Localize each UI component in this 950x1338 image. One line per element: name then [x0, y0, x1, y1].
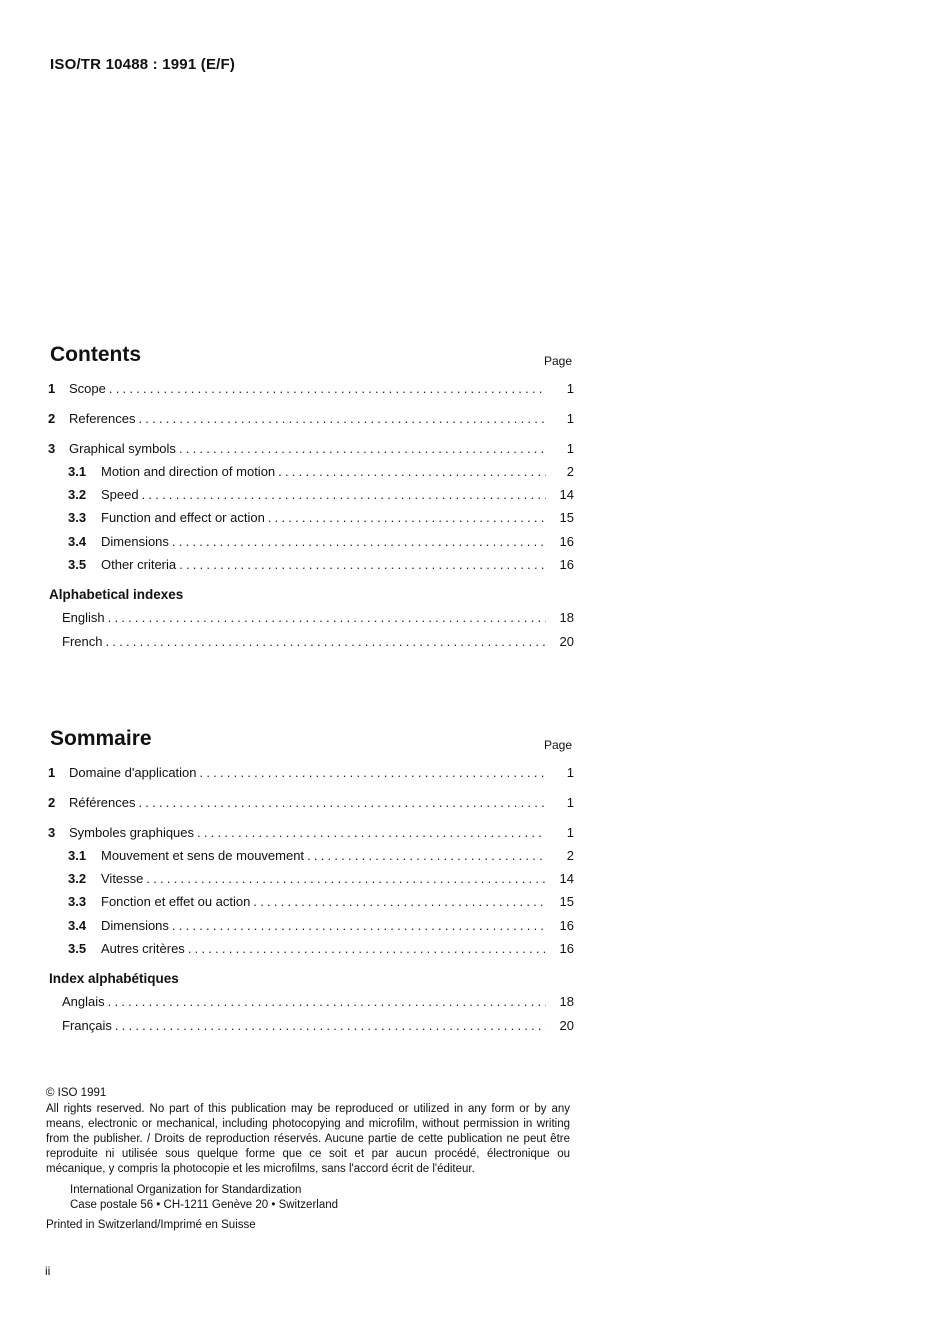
- toc-label: Dimensions: [101, 533, 169, 549]
- dot-leader: [142, 483, 546, 506]
- sommaire-title: Sommaire: [50, 727, 152, 750]
- toc-page: 16: [559, 941, 574, 957]
- toc-subentry[interactable]: [48, 867, 574, 890]
- dot-leader: [172, 530, 546, 553]
- toc-label: Vitesse: [101, 871, 144, 887]
- dot-leader: [172, 914, 546, 937]
- contents-title: Contents: [50, 343, 141, 366]
- toc-number: 2: [48, 410, 56, 426]
- toc-number: 3.5: [68, 557, 87, 573]
- contents-page-label: Page: [543, 354, 572, 368]
- toc-subentry[interactable]: [48, 553, 574, 576]
- toc-entry[interactable]: [48, 821, 574, 844]
- toc-page: 1: [566, 410, 574, 426]
- copyright-notice: All rights reserved. No part of this publication may be reproduced or utilized in any form or by any means, electronic or mechanical, including photocopying and microfilm, without permission in writing from the publisher. / Droits de reproduction réservés. Aucune partie de cette publication ne peut être reproduite ni utilisée sous quelque forme que ce soit et par aucun procédé, électronique ou mécanique, y compris la photocopie et les microfilms, sans l'accord écrit de l'éditeur.: [46, 1103, 570, 1175]
- toc-page: 1: [566, 440, 574, 456]
- toc-label: Références: [69, 794, 136, 810]
- toc-label: Graphical symbols: [69, 440, 176, 456]
- dot-leader: [278, 460, 546, 483]
- toc-page: 14: [559, 871, 574, 887]
- toc-number: 3.4: [68, 917, 87, 933]
- toc-number: 3.3: [68, 510, 87, 526]
- dot-leader: [268, 506, 546, 529]
- dot-leader: [197, 821, 546, 844]
- copyright-block: [46, 1086, 570, 1233]
- toc-number: 3.1: [68, 847, 87, 863]
- toc-number: 3: [48, 440, 56, 456]
- index-label: English: [62, 610, 105, 626]
- index-page: 18: [559, 610, 574, 626]
- toc-label: Mouvement et sens de mouvement: [101, 847, 305, 863]
- index-entry[interactable]: [48, 630, 574, 653]
- toc-number: 3.3: [68, 894, 87, 910]
- copyright-line: © ISO 1991: [46, 1087, 107, 1099]
- toc-label: References: [69, 410, 136, 426]
- index-entry[interactable]: [48, 1014, 574, 1037]
- toc-page: 16: [559, 917, 574, 933]
- toc-subentry[interactable]: [48, 937, 574, 960]
- dot-leader: [307, 844, 546, 867]
- organization-name: International Organization for Standardization: [70, 1184, 302, 1196]
- toc-page: 2: [566, 463, 574, 479]
- toc-page: 1: [566, 765, 574, 780]
- index-heading: Index alphabétiques: [49, 971, 179, 987]
- dot-leader: [200, 761, 546, 784]
- sommaire-header: [48, 727, 574, 761]
- index-label: Français: [62, 1017, 112, 1033]
- page-number: ii: [45, 1264, 51, 1278]
- toc-label: Fonction et effet ou action: [101, 894, 251, 910]
- dot-leader: [108, 990, 546, 1013]
- index-heading: Alphabetical indexes: [49, 587, 184, 603]
- toc-number: 3.4: [68, 533, 87, 549]
- toc-label: Scope: [69, 381, 106, 396]
- dot-leader: [138, 407, 546, 430]
- toc-label: Function and effect or action: [101, 510, 265, 526]
- index-label: Anglais: [62, 994, 105, 1010]
- toc-label: Autres critères: [101, 941, 185, 957]
- toc-subentry[interactable]: [48, 530, 574, 553]
- toc-number: 1: [48, 381, 56, 396]
- dot-leader: [109, 377, 546, 400]
- toc-page: 16: [559, 557, 574, 573]
- dot-leader: [179, 553, 546, 576]
- toc-number: 3.2: [68, 871, 87, 887]
- index-page: 20: [559, 633, 574, 649]
- toc-entry[interactable]: [48, 791, 574, 814]
- toc-subentry[interactable]: [48, 844, 574, 867]
- contents-header: [48, 343, 574, 377]
- toc-number: 3.2: [68, 487, 87, 503]
- contents-section: [48, 343, 574, 653]
- toc-label: Other criteria: [101, 557, 177, 573]
- toc-subentry[interactable]: [48, 506, 574, 529]
- toc-number: 1: [48, 765, 56, 780]
- toc-page: 1: [566, 381, 574, 396]
- toc-page: 1: [566, 824, 574, 840]
- index-entry[interactable]: [48, 990, 574, 1013]
- toc-subentry[interactable]: [48, 483, 574, 506]
- printed-in: Printed in Switzerland/Imprimé en Suisse: [46, 1219, 256, 1231]
- dot-leader: [179, 437, 546, 460]
- index-page: 18: [559, 994, 574, 1010]
- dot-leader: [115, 1014, 546, 1037]
- toc-number: 3: [48, 824, 56, 840]
- toc-number: 3.1: [68, 463, 87, 479]
- toc-entry[interactable]: [48, 761, 574, 784]
- toc-page: 14: [559, 487, 574, 503]
- toc-label: Speed: [101, 487, 139, 503]
- toc-page: 16: [559, 533, 574, 549]
- toc-label: Domaine d'application: [69, 765, 197, 780]
- toc-page: 15: [559, 894, 574, 910]
- organization-address: Case postale 56 • CH-1211 Genève 20 • Switzerland: [70, 1199, 339, 1211]
- toc-entry[interactable]: [48, 377, 574, 400]
- toc-entry[interactable]: [48, 437, 574, 460]
- sommaire-page-label: Page: [543, 738, 572, 752]
- toc-label: Symboles graphiques: [69, 824, 195, 840]
- toc-number: 3.5: [68, 941, 87, 957]
- toc-page: 1: [566, 794, 574, 810]
- toc-page: 15: [559, 510, 574, 526]
- index-label: French: [62, 633, 103, 649]
- document-id: ISO/TR 10488 : 1991 (E/F): [50, 56, 236, 73]
- dot-leader: [138, 791, 546, 814]
- index-entry[interactable]: [48, 606, 574, 629]
- toc-subentry[interactable]: [48, 890, 574, 913]
- sommaire-section: [48, 727, 574, 1037]
- toc-entry[interactable]: [48, 407, 574, 430]
- dot-leader: [253, 890, 546, 913]
- dot-leader: [146, 867, 546, 890]
- toc-label: Motion and direction of motion: [101, 463, 276, 479]
- index-page: 20: [559, 1017, 574, 1033]
- toc-number: 2: [48, 794, 56, 810]
- dot-leader: [105, 630, 546, 653]
- dot-leader: [108, 606, 546, 629]
- toc-subentry[interactable]: [48, 460, 574, 483]
- toc-label: Dimensions: [101, 917, 169, 933]
- toc-subentry[interactable]: [48, 914, 574, 937]
- toc-page: 2: [566, 847, 574, 863]
- dot-leader: [188, 937, 546, 960]
